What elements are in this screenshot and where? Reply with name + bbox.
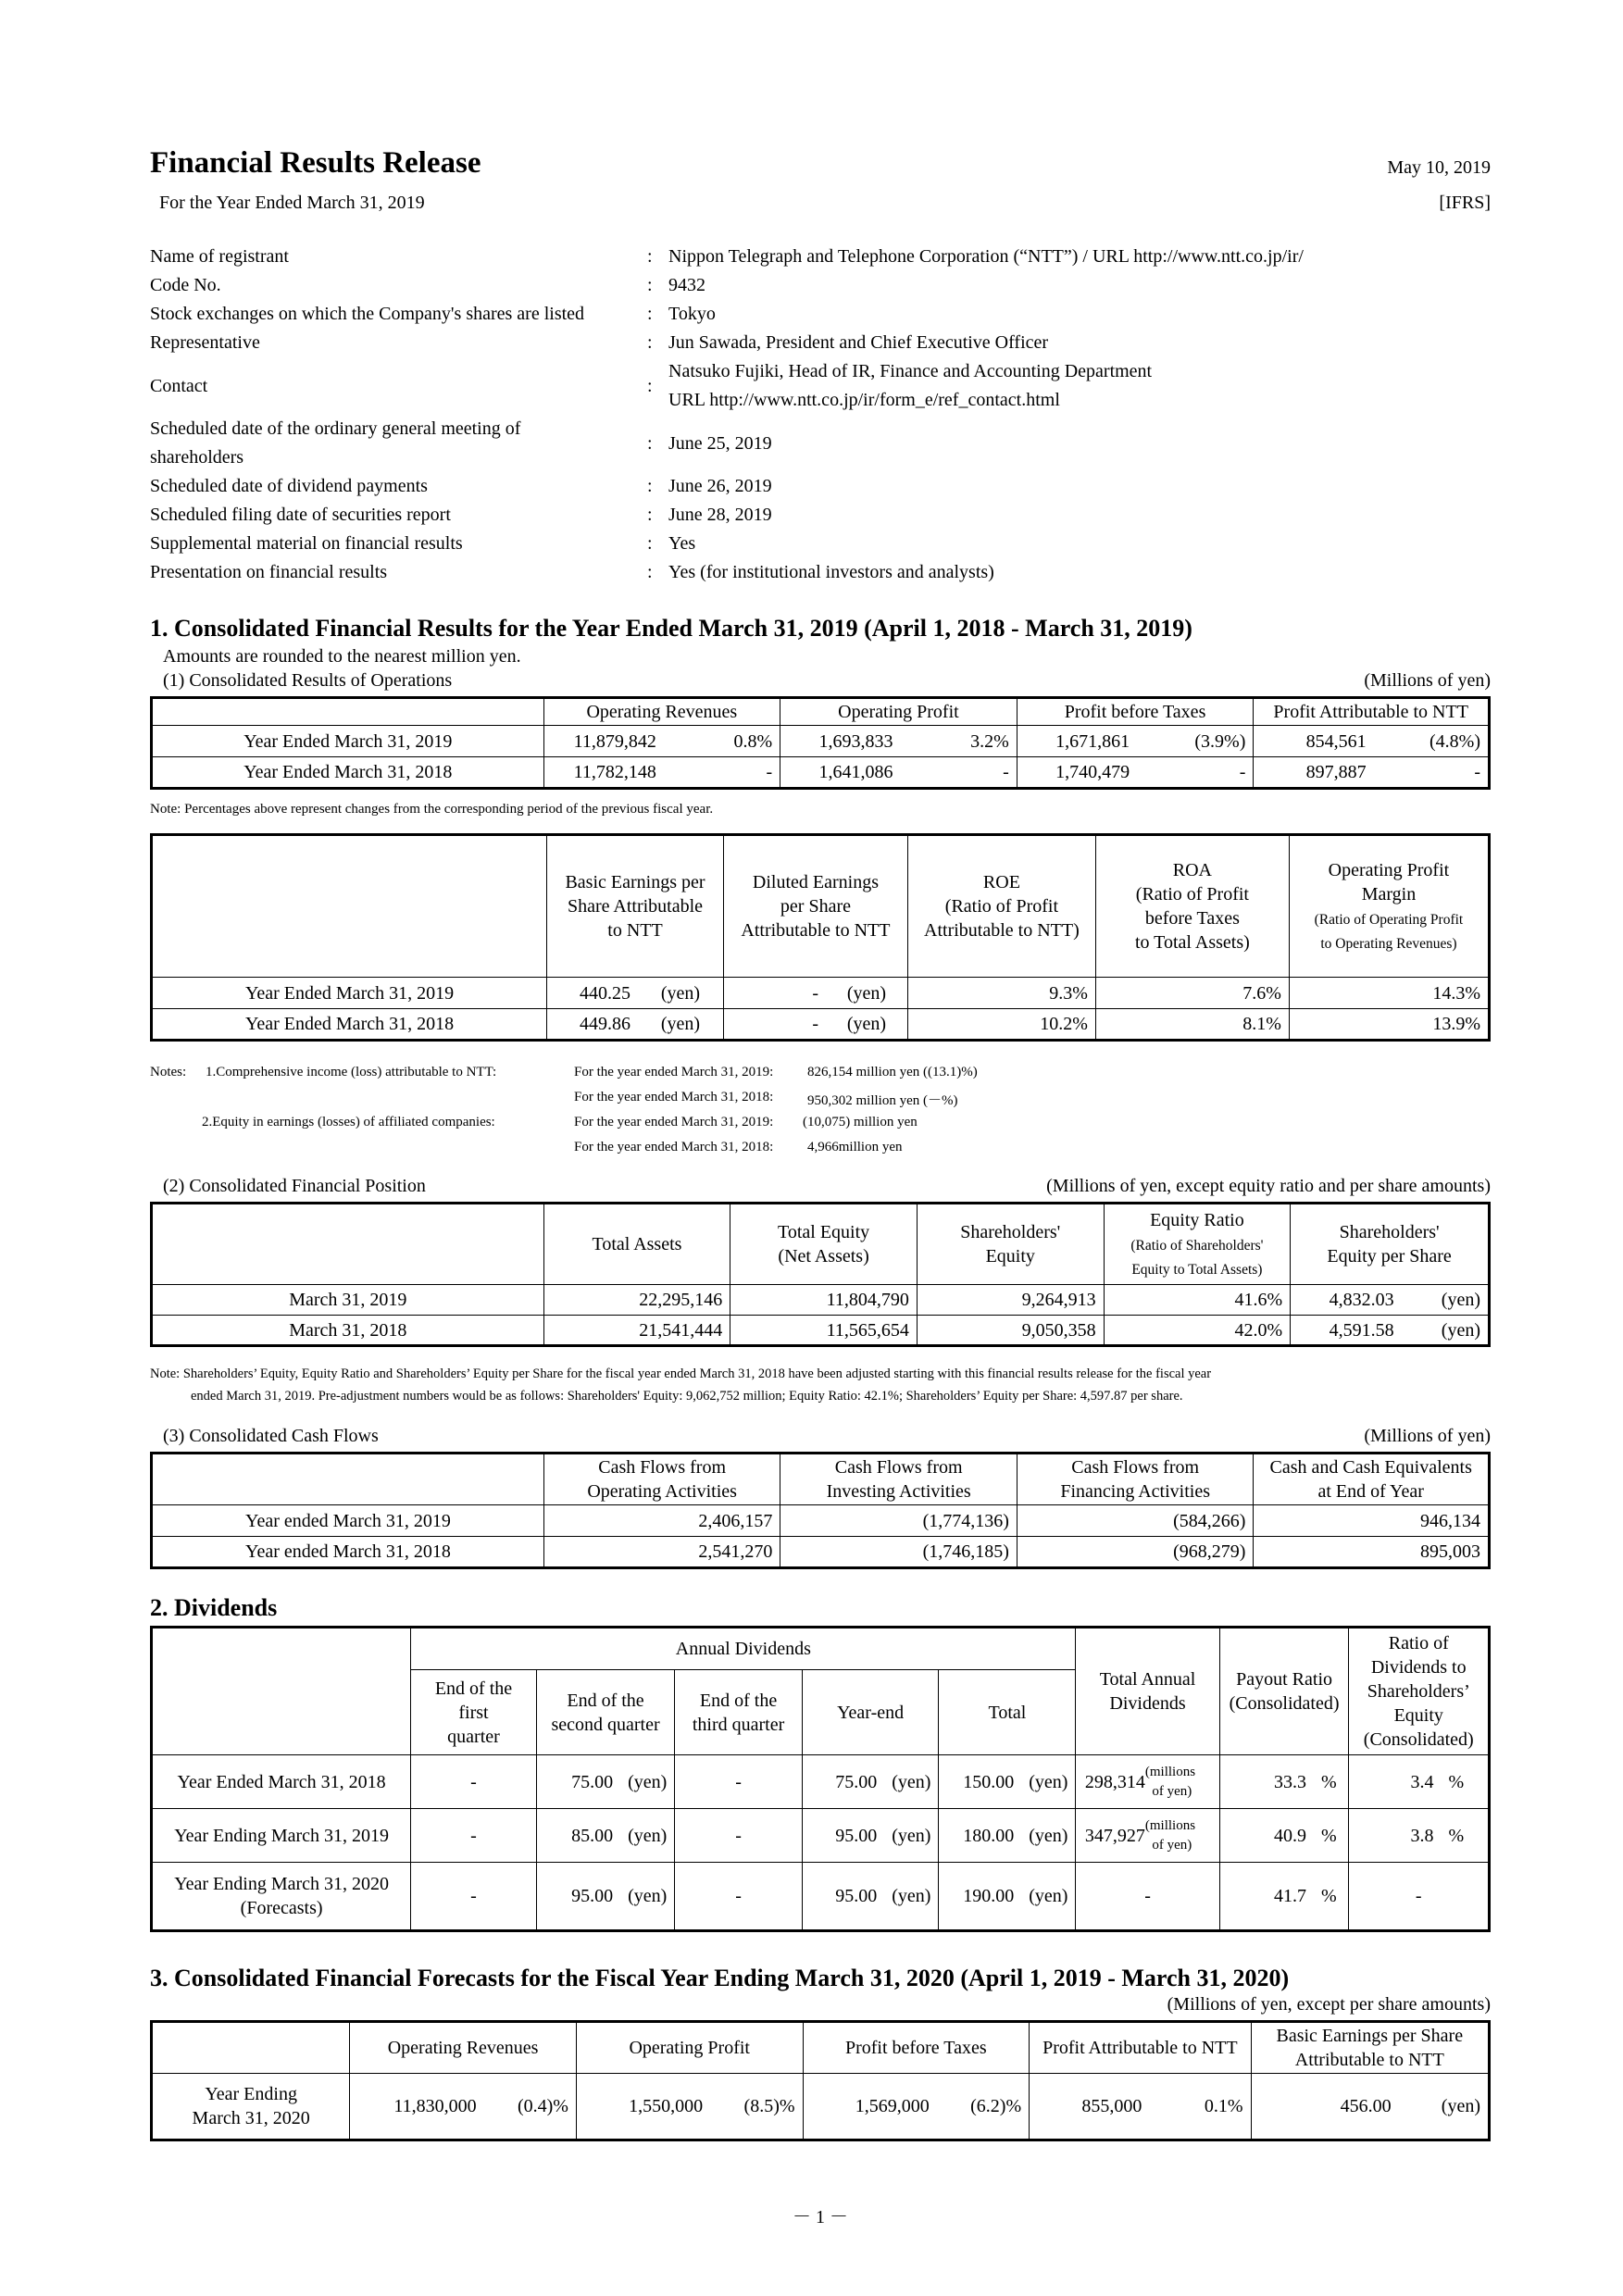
table-row: Year ended March 31, 2019 2,406,157 (1,774,136) (584,266) 946,134 <box>152 1505 1490 1537</box>
subsection-position: (2) Consolidated Financial Position <box>163 1176 426 1196</box>
release-date: May 10, 2019 <box>1387 157 1491 178</box>
subsection-results: (1) Consolidated Results of Operations <box>163 670 453 691</box>
unit-label: (Millions of yen) <box>1364 1426 1491 1446</box>
table-row: Year Ended March 31, 2018 - 75.00 (yen) - 75.00 (yen) 150.00 (yen) 298,314 (millions of yen) 33.3 % 3.4 % <box>152 1755 1490 1809</box>
section-3-title: 3. Consolidated Financial Forecasts for the Fiscal Year Ending March 31, 2020 (April 1, 2019 - March 31, 2020) <box>150 1965 1290 1991</box>
col-header: Basic Earnings per Share Attributable to NTT <box>547 835 724 978</box>
col-header: Year-end <box>802 1670 939 1755</box>
table-row: Year Ended March 31, 2019 11,879,842 0.8% 1,693,833 3.2% 1,671,861 (3.9%) 854,561 (4.8%) <box>152 726 1490 757</box>
col-header: Total Annual Dividends <box>1076 1628 1219 1755</box>
col-header: End of the second quarter <box>536 1670 675 1755</box>
col-header: Profit Attributable to NTT <box>1030 2022 1251 2074</box>
col-header: Profit before Taxes <box>803 2022 1030 2074</box>
notes-block: Notes: 1.Comprehensive income (loss) attributable to NTT: For the year ended March 31, 2019: 826,154 million yen ((13.1)%) For the year ended March 31, 2018: 950,302 million yen (－%) 2.Equity in earnings (losses) of affiliated companies: For the year ended March 31, 2019: (10,075) million yen For the year ended March 31, 2018: 4,966million yen <box>150 1065 978 1154</box>
col-header: Basic Earnings per Share Attributable to NTT <box>1251 2022 1489 2074</box>
col-header: Operating Profit <box>576 2022 803 2074</box>
col-header: Profit before Taxes <box>1017 698 1254 726</box>
unit-label: (Millions of yen, except per share amounts) <box>1167 1994 1491 2015</box>
col-header: End of the first quarter <box>411 1670 537 1755</box>
section-1-title: 1. Consolidated Financial Results for the Year Ended March 31, 2019 (April 1, 2018 - March 31, 2019) <box>150 615 1192 642</box>
col-header: Shareholders' Equity per Share <box>1291 1204 1490 1285</box>
table-row: Year Ended March 31, 2018 449.86 (yen) - (yen) 10.2% 8.1% 13.9% <box>152 1009 1490 1041</box>
col-header: Cash Flows from Investing Activities <box>780 1454 1017 1505</box>
adjustment-note: ended March 31, 2019. Pre-adjustment numbers would be as follows: Shareholders' Equity: 9,062,752 million; Equity Ratio: 42.1%; Shareholders’ Equity per Share: 4,597.87 per share. <box>191 1389 1183 1404</box>
col-header: Total Assets <box>543 1204 730 1285</box>
table-row: Year Ending March 31, 2020 11,830,000 (0.4)% 1,550,000 (8.5)% 1,569,000 (6.2)% 855,000 0.1% 456.00 (yen) <box>152 2074 1490 2140</box>
document-title: Financial Results Release <box>150 146 481 180</box>
col-header: Total Equity (Net Assets) <box>730 1204 918 1285</box>
adjustment-note: Note: Shareholders’ Equity, Equity Ratio and Shareholders’ Equity per Share for the fiscal year ended March 31, 2018 have been adjusted starting with this financial results release for the fiscal year <box>150 1366 1212 1381</box>
col-header: Shareholders' Equity <box>917 1204 1104 1285</box>
col-header: Total <box>939 1670 1076 1755</box>
percentage-note: Note: Percentages above represent changes from the corresponding period of the previous fiscal year. <box>150 802 714 817</box>
table-row: March 31, 2018 21,541,444 11,565,654 9,050,358 42.0% 4,591.58 (yen) <box>152 1316 1490 1346</box>
table-row: Year Ended March 31, 2019 440.25 (yen) - (yen) 9.3% 7.6% 14.3% <box>152 978 1490 1009</box>
dividends-table <box>150 1626 1491 1932</box>
table-row: Year Ending March 31, 2019 - 85.00 (yen) - 95.00 (yen) 180.00 (yen) 347,927 (millions of yen) 40.9 % 3.8 % <box>152 1809 1490 1863</box>
annual-dividends-header: Annual Dividends <box>411 1628 1076 1670</box>
col-header: Cash Flows from Operating Activities <box>543 1454 780 1505</box>
unit-label: (Millions of yen, except equity ratio and per share amounts) <box>1046 1176 1491 1196</box>
table-row: Year Ending March 31, 2020 (Forecasts) - 95.00 (yen) - 95.00 (yen) 190.00 (yen) - 41.7 % - <box>152 1863 1490 1931</box>
accounting-standard: [IFRS] <box>1439 193 1491 213</box>
col-header: Payout Ratio (Consolidated) <box>1219 1628 1349 1755</box>
page-number: － 1 － <box>793 2207 848 2227</box>
unit-label: (Millions of yen) <box>1364 670 1491 691</box>
col-header: Profit Attributable to NTT <box>1254 698 1490 726</box>
table-row: Year ended March 31, 2018 2,541,270 (1,746,185) (968,279) 895,003 <box>152 1537 1490 1568</box>
results-table <box>150 696 1491 790</box>
subsection-cash-flows: (3) Consolidated Cash Flows <box>163 1426 379 1446</box>
col-header: ROE (Ratio of Profit Attributable to NTT) <box>907 835 1095 978</box>
financial-position-table <box>150 1202 1491 1347</box>
col-header: ROA (Ratio of Profit before Taxes to Total Assets) <box>1095 835 1289 978</box>
report-period: For the Year Ended March 31, 2019 <box>159 193 425 213</box>
col-header: Operating Revenues <box>543 698 780 726</box>
col-header: Cash Flows from Financing Activities <box>1017 1454 1254 1505</box>
col-header: Operating Profit <box>780 698 1017 726</box>
table-row: March 31, 2019 22,295,146 11,804,790 9,264,913 41.6% 4,832.03 (yen) <box>152 1285 1490 1316</box>
col-header: Operating Revenues <box>350 2022 577 2074</box>
section-2-title: 2. Dividends <box>150 1594 278 1621</box>
col-header: Operating Profit Margin (Ratio of Operating Profit to Operating Revenues) <box>1289 835 1489 978</box>
col-header: Ratio of Dividends to Shareholders’ Equity (Consolidated) <box>1349 1628 1490 1755</box>
forecasts-table <box>150 2020 1491 2141</box>
table-row: Year Ended March 31, 2018 11,782,148 - 1,641,086 - 1,740,479 - 897,887 - <box>152 757 1490 789</box>
col-header: Equity Ratio (Ratio of Shareholders' Equity to Total Assets) <box>1104 1204 1291 1285</box>
col-header: Diluted Earnings per Share Attributable to NTT <box>723 835 907 978</box>
per-share-table <box>150 833 1491 1042</box>
col-header: Cash and Cash Equivalents at End of Year <box>1254 1454 1490 1505</box>
rounding-note: Amounts are rounded to the nearest million yen. <box>163 646 521 667</box>
cash-flows-table <box>150 1452 1491 1569</box>
col-header: End of the third quarter <box>675 1670 802 1755</box>
